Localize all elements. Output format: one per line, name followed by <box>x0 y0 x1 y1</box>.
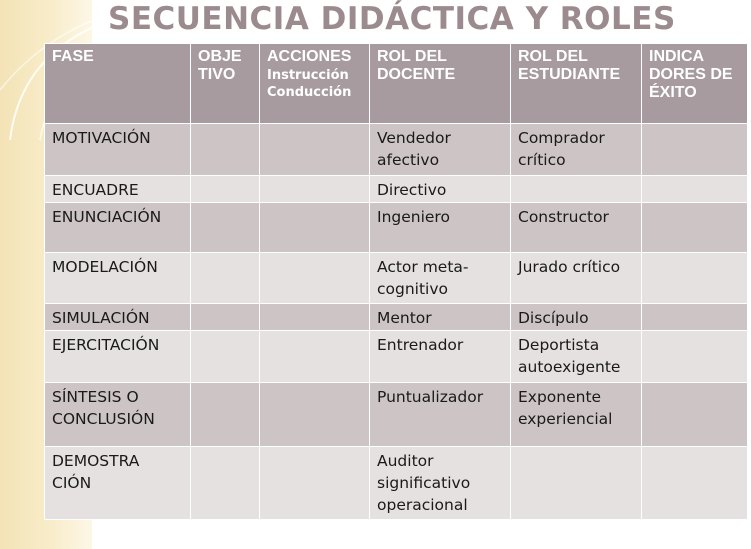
header-rol-docente: ROL DEL DOCENTE <box>370 44 511 124</box>
cell-text: ENUNCIACIÓN <box>52 208 162 226</box>
cell-text: Constructor <box>518 208 609 226</box>
cell-text: Auditor <box>377 452 434 470</box>
cell-text: MODELACIÓN <box>52 258 158 276</box>
cell-text: operacional <box>377 496 468 514</box>
table-row <box>45 447 748 520</box>
cell-fase <box>45 253 191 304</box>
cell-acciones <box>260 203 370 253</box>
cell-estudiante <box>511 124 642 176</box>
cell-objetivo <box>191 176 260 203</box>
cell-objetivo <box>191 304 260 331</box>
cell-acciones <box>260 253 370 304</box>
cell-text: Jurado crítico <box>518 258 621 276</box>
cell-text: Vendedor <box>377 129 451 147</box>
cell-text: cognitivo <box>377 280 449 298</box>
cell-indicadores <box>642 331 748 383</box>
cell-text: Entrenador <box>377 336 464 354</box>
cell-text: Mentor <box>377 309 432 327</box>
cell-text: Discípulo <box>518 309 589 327</box>
cell-indicadores <box>642 253 748 304</box>
table-row <box>45 383 748 447</box>
cell-text: Ingeniero <box>377 208 450 226</box>
cell-text: Exponente <box>518 388 602 406</box>
table-row <box>45 253 748 304</box>
header-indicadores: INDICA DORES DE ÉXITO <box>642 44 748 124</box>
cell-fase <box>45 203 191 253</box>
cell-indicadores <box>642 447 748 520</box>
cell-docente <box>370 447 511 520</box>
cell-text: SIMULACIÓN <box>52 309 150 327</box>
cell-indicadores <box>642 176 748 203</box>
cell-text: afectivo <box>377 151 440 169</box>
cell-objetivo <box>191 124 260 176</box>
cell-docente <box>370 176 511 203</box>
cell-docente <box>370 124 511 176</box>
cell-fase <box>45 383 191 447</box>
cell-objetivo <box>191 331 260 383</box>
cell-estudiante <box>511 331 642 383</box>
page-title: SECUENCIA DIDÁCTICA Y ROLES <box>108 1 676 37</box>
cell-estudiante <box>511 447 642 520</box>
table-row <box>45 331 748 383</box>
cell-indicadores <box>642 124 748 176</box>
cell-text: significativo <box>377 474 471 492</box>
cell-estudiante <box>511 383 642 447</box>
header-objetivo: OBJE TIVO <box>191 44 260 124</box>
cell-indicadores <box>642 304 748 331</box>
cell-docente <box>370 253 511 304</box>
cell-text: crítico <box>518 151 566 169</box>
cell-text: DEMOSTRA <box>52 452 140 470</box>
cell-estudiante <box>511 304 642 331</box>
table-row <box>45 176 748 203</box>
cell-acciones <box>260 383 370 447</box>
cell-acciones <box>260 304 370 331</box>
cell-docente <box>370 383 511 447</box>
cell-text: Puntualizador <box>377 388 484 406</box>
cell-text: Comprador <box>518 129 605 147</box>
cell-indicadores <box>642 203 748 253</box>
cell-text: Directivo <box>377 181 447 199</box>
cell-text: ENCUADRE <box>52 181 139 199</box>
cell-fase <box>45 124 191 176</box>
table-row <box>45 304 748 331</box>
cell-acciones <box>260 124 370 176</box>
cell-docente <box>370 203 511 253</box>
cell-docente <box>370 304 511 331</box>
cell-indicadores <box>642 383 748 447</box>
cell-text: Actor meta- <box>377 258 469 276</box>
cell-acciones <box>260 331 370 383</box>
cell-objetivo <box>191 253 260 304</box>
cell-fase <box>45 176 191 203</box>
cell-text: autoexigente <box>518 358 621 376</box>
cell-fase <box>45 331 191 383</box>
cell-acciones <box>260 176 370 203</box>
cell-estudiante <box>511 253 642 304</box>
cell-text: experiencial <box>518 410 613 428</box>
cell-acciones <box>260 447 370 520</box>
cell-text: Deportista <box>518 336 600 354</box>
table-row <box>45 203 748 253</box>
header-rol-estudiante: ROL DEL ESTUDIANTE <box>511 44 642 124</box>
cell-text: CIÓN <box>52 474 92 492</box>
table-row <box>45 124 748 176</box>
header-acciones: ACCIONES Instrucción Conducción <box>260 44 370 124</box>
cell-text: CONCLUSIÓN <box>52 410 155 428</box>
cell-objetivo <box>191 447 260 520</box>
roles-table <box>44 43 748 520</box>
header-fase: FASE <box>45 44 191 124</box>
cell-text: MOTIVACIÓN <box>52 129 151 147</box>
table-header-row <box>45 44 748 124</box>
cell-docente <box>370 331 511 383</box>
cell-objetivo <box>191 203 260 253</box>
cell-objetivo <box>191 383 260 447</box>
cell-fase <box>45 447 191 520</box>
cell-estudiante <box>511 203 642 253</box>
cell-fase <box>45 304 191 331</box>
cell-text: EJERCITACIÓN <box>52 336 160 354</box>
cell-estudiante <box>511 176 642 203</box>
cell-text: SÍNTESIS O <box>52 388 139 406</box>
